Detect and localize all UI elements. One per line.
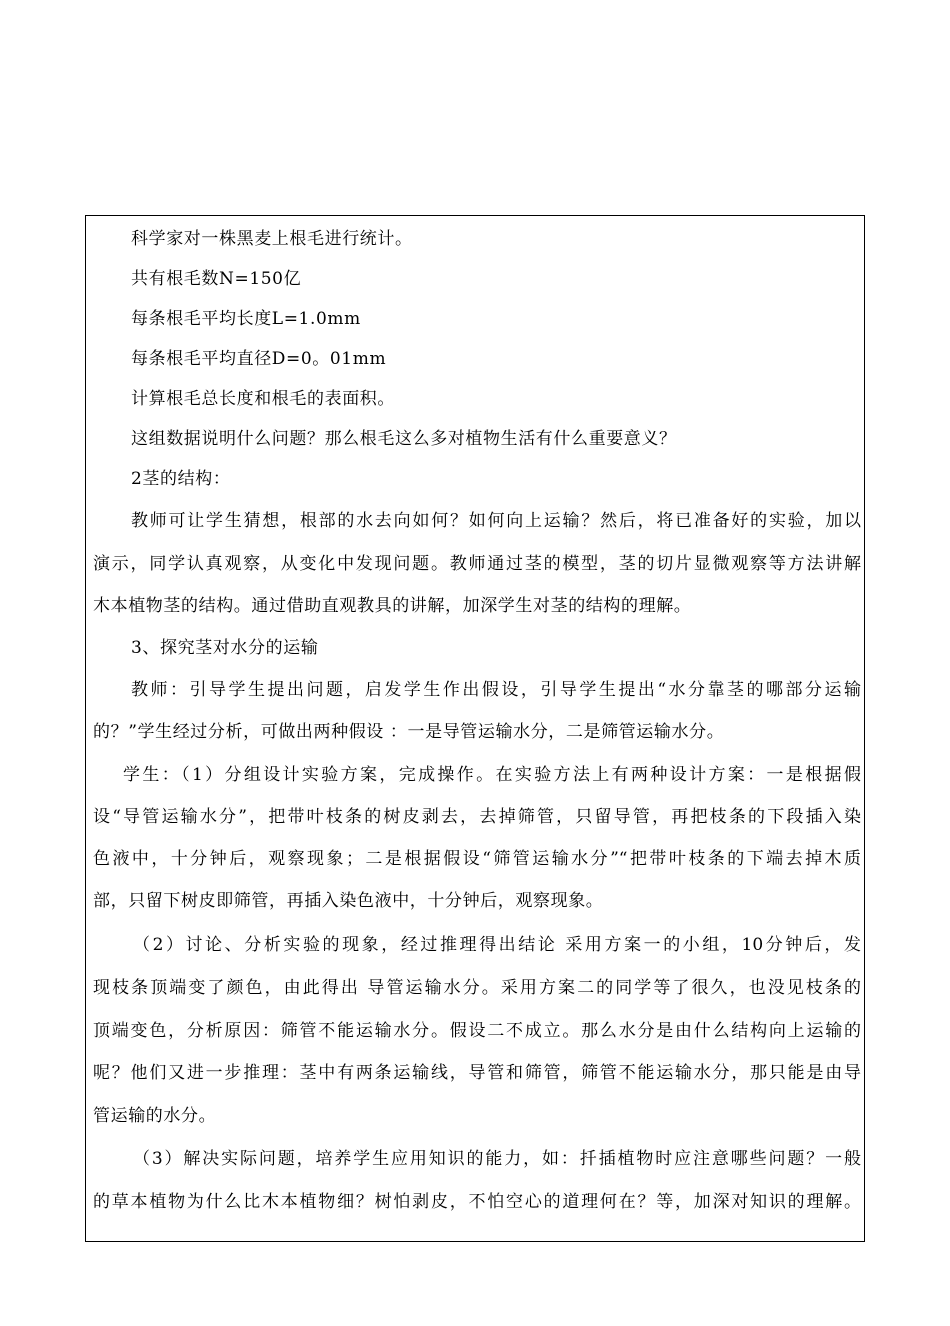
text-line-5: 计算根毛总长度和根毛的表面积。 [131, 389, 395, 409]
text-line-7: 2茎的结构： [131, 469, 231, 489]
text-line-15: 设“导管运输水分”，把带叶枝条的树皮剥去，去掉筛管，只留导管，再把枝条的下段插入染 [93, 807, 861, 827]
text-line-3: 每条根毛平均长度L=1.0mm [131, 309, 361, 329]
text-line-17: 部，只留下树皮即筛管，再插入染色液中，十分钟后，观察现象。 [93, 891, 604, 911]
text-line-23: （3）解决实际问题，培养学生应用知识的能力，如：扦插植物时应注意哪些问题？一般 [133, 1149, 861, 1169]
text-line-24: 的草本植物为什么比木本植物细？树怕剥皮，不怕空心的道理何在？等，加深对知识的理解。 [93, 1192, 861, 1212]
text-line-4: 每条根毛平均直径D=0。01mm [131, 349, 387, 369]
text-line-19: 现枝条顶端变了颜色，由此得出 导管运输水分。采用方案二的同学等了很久，也没见枝条的 [93, 978, 861, 998]
text-line-10: 木本植物茎的结构。通过借助直观教具的讲解，加深学生对茎的结构的理解。 [93, 596, 692, 616]
text-line-6: 这组数据说明什么问题？那么根毛这么多对植物生活有什么重要意义？ [131, 429, 677, 449]
text-line-21: 呢？他们又进一步推理：茎中有两条运输线，导管和筛管，筛管不能运输水分，那只能是由导 [93, 1063, 861, 1083]
text-line-18: （2）讨论、分析实验的现象，经过推理得出结论 采用方案一的小组，10分钟后，发 [133, 935, 861, 955]
text-line-13: 的？”学生经过分析，可做出两种假设 ：一是导管运输水分，二是筛管运输水分。 [93, 722, 725, 742]
text-line-22: 管运输的水分。 [93, 1106, 217, 1126]
text-line-1: 科学家对一株黑麦上根毛进行统计。 [131, 229, 413, 249]
text-line-20: 顶端变色，分析原因：筛管不能运输水分。假设二不成立。那么水分是由什么结构向上运输的 [93, 1021, 861, 1041]
text-line-11: 3、探究茎对水分的运输 [131, 638, 319, 658]
text-line-8: 教师可让学生猜想，根部的水去向如何？如何向上运输？然后，将已准备好的实验，加以 [131, 511, 861, 531]
text-line-14: 学生：（1）分组设计实验方案，完成操作。在实验方法上有两种设计方案：一是根据假 [123, 765, 861, 785]
text-line-2: 共有根毛数N=150亿 [131, 269, 302, 289]
text-line-16: 色液中，十分钟后，观察现象；二是根据假设“筛管运输水分”“把带叶枝条的下端去掉木质 [93, 849, 861, 869]
text-line-12: 教师：引导学生提出问题，启发学生作出假设，引导学生提出“水分靠茎的哪部分运输 [131, 680, 861, 700]
text-line-9: 演示，同学认真观察，从变化中发现问题。教师通过茎的模型，茎的切片显微观察等方法讲解 [93, 554, 861, 574]
